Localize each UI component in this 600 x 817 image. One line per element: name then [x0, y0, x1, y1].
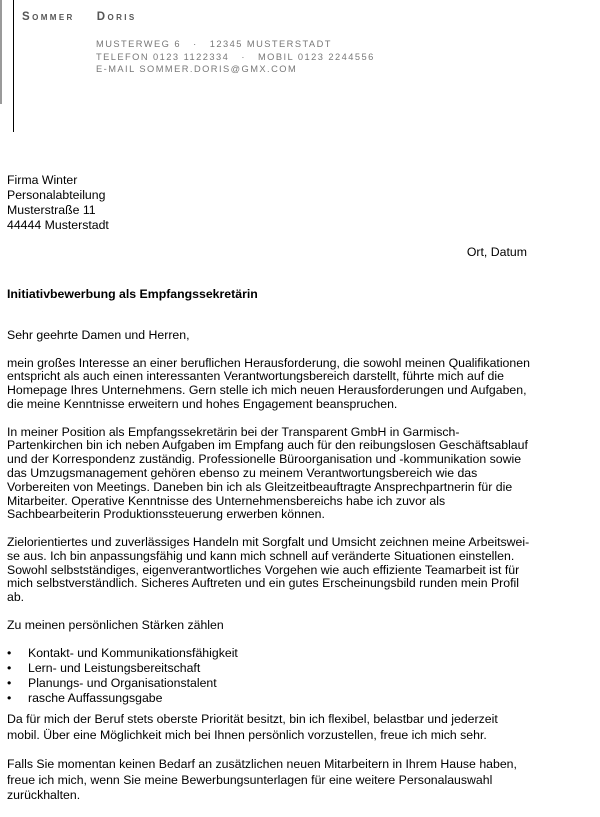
sender-address: MUSTERWEG 6 · 12345 MUSTERSTADT [96, 39, 332, 49]
sender-email: E-MAIL SOMMER.DORIS@GMX.COM [96, 64, 298, 74]
recipient-address [7, 173, 109, 233]
recipient-department: Personalabteilung [7, 188, 106, 202]
recipient-street: Musterstraße 11 [7, 203, 96, 217]
recipient-city: 44444 Musterstadt [7, 218, 109, 232]
paragraph-strengths-intro: Zu meinen persönlichen Stärken zählen [7, 617, 224, 632]
bullet-icon: • [7, 691, 12, 706]
header-rule [13, 0, 14, 132]
list-item [7, 646, 532, 661]
bullet-icon: • [7, 676, 12, 691]
place-date: Ort, Datum [466, 245, 527, 259]
sender-contact [96, 38, 375, 76]
letter-body [7, 329, 532, 817]
list-item-label: Kontakt- und Kommunikationsfähigkeit [28, 646, 238, 661]
sender-name [22, 11, 137, 23]
page-edge [0, 0, 2, 104]
list-item [7, 691, 532, 706]
list-item [7, 676, 532, 691]
list-item [7, 661, 532, 676]
list-item-label: Planungs- und Organisationstalent [28, 676, 217, 691]
list-item-label: Lern- und Leistungsbereitschaft [28, 661, 201, 676]
paragraph-closing: Falls Sie momentan keinen Bedarf an zusätzlichen neuen Mitarbeitern in Ihrem Hause haben, freue ich mich, wenn Sie meine Bewerbungsunterlagen für eine weitere Personalauswahl zurückhalten. [7, 757, 517, 803]
paragraph-position: In meiner Position als Empfangssekretärin bei der Transparent GmbH in Garmisch-Partenkirchen bin ich neben Aufgaben im Empfang auch für den reibungslosen Geschäftsablauf und der Korrespondenz zuständig. Professionelle Büroorganisation und -kommunikation sowie das Umzugsmanagement gehören ebenso zu meinem Verantwortungsbereich wie das Vorbereiten von Meetings. Daneben bin ich als Gleitzeitbeauftragte Ansprechpartnerin für die Mitarbeiter. Operative Kenntnisse des Unternehmensbereichs habe ich zuvor als Sachbearbeiterin Produktionssteuerung erwerben können. [7, 424, 528, 522]
bullet-icon: • [7, 661, 12, 676]
recipient-company: Firma Winter [7, 173, 78, 187]
salutation: Sehr geehrte Damen und Herren, [7, 328, 190, 342]
strengths-list [7, 646, 532, 706]
list-item-label: rasche Auffassungsgabe [28, 691, 163, 706]
sender-phone: TELEFON 0123 1122334 · MOBIL 0123 2244556 [96, 51, 375, 62]
paragraph-interest: mein großes Interesse an einer beruflichen Herausforderung, die sowohl meinen Qualifikationen entspricht als auch einen interessanten Verantwortungsbereich darstellt, führte mich auf die Homepage Ihres Unternehmens. Gern stelle ich mich neuen Herausforderungen und Aufgaben, die meine Kenntnisse erweitern und hohes Engagement beanspruchen. [7, 355, 530, 411]
sender-first-name: Sommer [22, 11, 75, 23]
sender-last-name: Doris [96, 11, 137, 23]
letter-subject: Initiativbewerbung als Empfangssekretärin [7, 287, 258, 301]
bullet-icon: • [7, 646, 12, 661]
paragraph-flexibility: Da für mich der Beruf stets oberste Priorität besitzt, bin ich flexibel, belastbar und jederzeit mobil. Über eine Möglichkeit mich bei Ihnen persönlich vorzustellen, freue ich mich sehr. [7, 712, 498, 742]
paragraph-qualities: Zielorientiertes und zuverlässiges Handeln mit Sorgfalt und Umsicht zeichnen meine Arbeitswei-se aus. Ich bin anpassungsfähig und kann mich schnell auf veränderte Situationen einstellen. Sowohl selbstständiges, eigenverantwortliches Vorgehen wie auch effiziente Teamarbeit ist für mich selbstverständlich. Sicheres Auftreten und ein gutes Erscheinungsbild runden mein Profil ab. [7, 534, 530, 605]
